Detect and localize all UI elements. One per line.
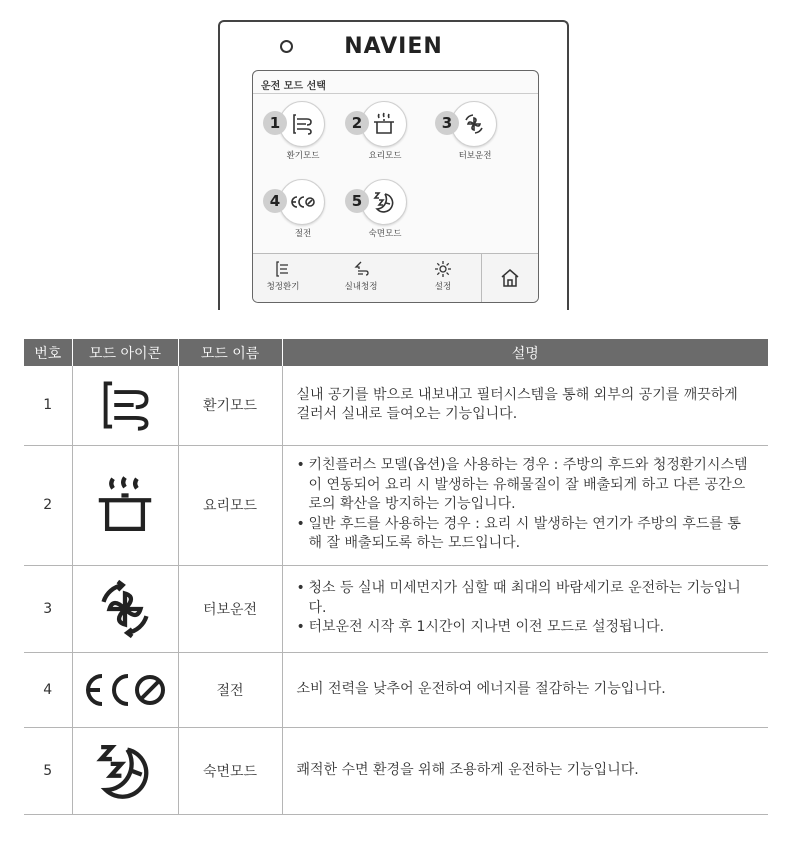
description-text: 쾌적한 수면 환경을 위해 조용하게 운전하는 기능입니다.: [296, 761, 639, 778]
header-name: 모드 이름: [178, 339, 282, 366]
mode-number-badge: 4: [263, 189, 287, 213]
sleep-icon: [371, 189, 397, 215]
row-number: 4: [24, 652, 72, 727]
home-icon: [500, 268, 520, 288]
row-number: 5: [24, 727, 72, 814]
screen-bottom-nav: [253, 253, 538, 302]
row-mode-name: 환기모드: [178, 366, 282, 445]
description-text: 소비 전력을 낮추어 운전하여 에너지를 절감하는 기능입니다.: [296, 680, 666, 697]
screen-title: 운전 모드 선택: [261, 81, 326, 92]
row-number: 1: [24, 366, 72, 445]
row-mode-name: 터보운전: [178, 565, 282, 652]
row-mode-name: 숙면모드: [178, 727, 282, 814]
description-list: [297, 579, 755, 638]
mode-button-eco[interactable]: [263, 179, 355, 245]
description-bullet: • 키친플러스 모델(옵션)을 사용하는 경우 : 주방의 후드와 청정환기시스템이 연동되어 요리 시 발생하는 유해물질이 잘 배출되게 하고 다른 공간으로의 확산을 방지하는 기능입니다.: [297, 456, 755, 515]
nav-label: 설정: [434, 282, 452, 292]
header-number: 번호: [24, 339, 72, 366]
mode-button-cooking[interactable]: [345, 101, 437, 167]
nav-clean-ventilation[interactable]: [253, 258, 313, 300]
description-bullet: • 터보운전 시작 후 1시간이 지나면 이전 모드로 설정됩니다.: [297, 618, 755, 638]
row-icon-cell: [72, 727, 178, 814]
row-description: [282, 652, 768, 727]
eco-icon: [82, 670, 168, 710]
nav-settings[interactable]: [413, 258, 473, 300]
brand-logo: NAVIEN: [344, 34, 443, 59]
turbo-fan-icon: [461, 111, 487, 137]
mode-number-badge: 1: [263, 111, 287, 135]
mode-select-screen: [252, 70, 539, 303]
mode-label: 숙면모드: [368, 229, 402, 239]
header-icon: 모드 아이콘: [72, 339, 178, 366]
row-description: [282, 565, 768, 652]
row-icon-cell: [72, 445, 178, 565]
table-header-row: [24, 339, 768, 366]
mode-description-table: [24, 339, 768, 815]
row-description: [282, 366, 768, 445]
table-row: [24, 565, 768, 652]
device-remote: [218, 20, 569, 310]
sleep-icon: [94, 740, 156, 802]
mode-button-ventilation[interactable]: [263, 101, 355, 167]
mode-label: 터보운전: [458, 151, 492, 161]
description-list: [297, 456, 755, 554]
description-bullet: • 일반 후드를 사용하는 경우 : 요리 시 발생하는 연기가 주방의 후드를 통해 잘 배출되도록 하는 모드입니다.: [297, 515, 755, 554]
row-icon-cell: [72, 366, 178, 445]
mode-label: 환기모드: [286, 151, 320, 161]
mode-button-turbo[interactable]: [435, 101, 527, 167]
cooking-pot-icon: [371, 111, 397, 137]
turbo-fan-icon: [94, 578, 156, 640]
mode-number-badge: 5: [345, 189, 369, 213]
row-number: 2: [24, 445, 72, 565]
nav-indoor-purify[interactable]: [331, 258, 391, 300]
row-icon-cell: [72, 565, 178, 652]
mode-label: 요리모드: [368, 151, 402, 161]
eco-icon: [289, 189, 315, 215]
indoor-purify-icon: [352, 260, 370, 278]
row-number: 3: [24, 565, 72, 652]
mode-label: 절전: [294, 229, 312, 239]
row-description: [282, 727, 768, 814]
header-description: 설명: [282, 339, 768, 366]
mode-button-sleep[interactable]: [345, 179, 437, 245]
divider: [253, 93, 538, 94]
table-row: [24, 652, 768, 727]
mode-number-badge: 2: [345, 111, 369, 135]
ventilation-icon: [289, 111, 315, 137]
table-row: [24, 727, 768, 814]
nav-label: 청정환기: [266, 282, 300, 292]
clean-ventilation-icon: [274, 260, 292, 278]
table-row: [24, 366, 768, 445]
row-description: [282, 445, 768, 565]
table-row: [24, 445, 768, 565]
gear-icon: [434, 260, 452, 278]
nav-label: 실내청정: [344, 282, 378, 292]
row-icon-cell: [72, 652, 178, 727]
row-mode-name: 요리모드: [178, 445, 282, 565]
cooking-pot-icon: [94, 474, 156, 536]
row-mode-name: 절전: [178, 652, 282, 727]
home-button[interactable]: [481, 254, 538, 302]
description-text: 실내 공기를 밖으로 내보내고 필터시스템을 통해 외부의 공기를 깨끗하게 걸러서 실내로 들여오는 기능입니다.: [296, 386, 738, 423]
mode-number-badge: 3: [435, 111, 459, 135]
ventilation-icon: [97, 377, 153, 433]
description-bullet: • 청소 등 실내 미세먼지가 심할 때 최대의 바람세기로 운전하는 기능입니다.: [297, 579, 755, 618]
